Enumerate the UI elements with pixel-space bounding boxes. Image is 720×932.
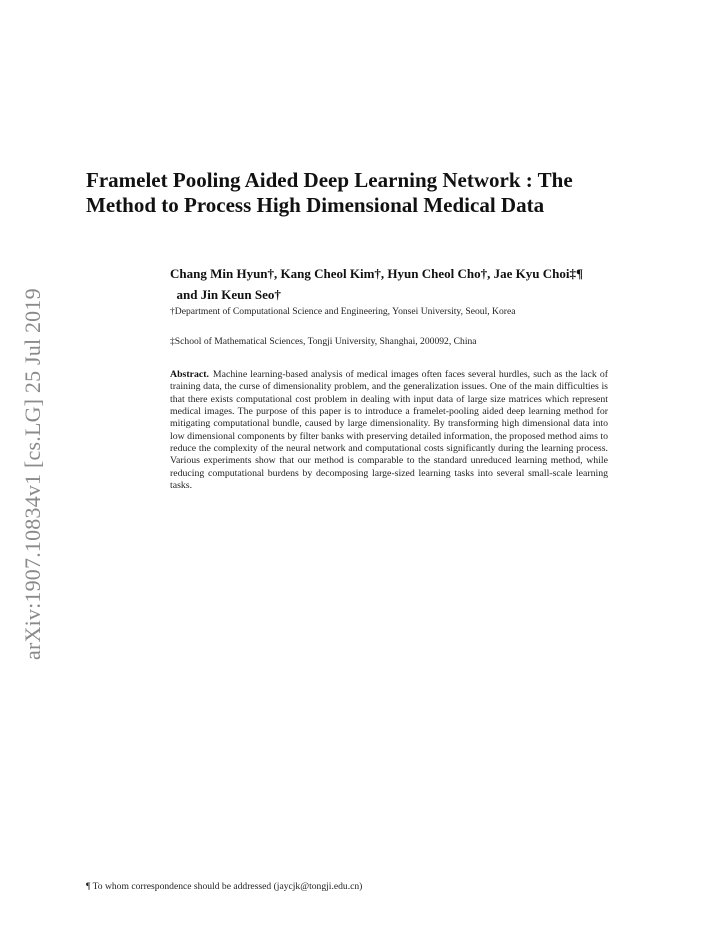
affiliation-tongji: ‡School of Mathematical Sciences, Tongji University, Shanghai, 200092, China <box>170 336 477 347</box>
abstract-section <box>170 369 608 492</box>
correspondence-footnote: ¶ To whom correspondence should be addressed (jaycjk@tongji.edu.cn) <box>86 881 363 892</box>
author-list: Chang Min Hyun†, Kang Cheol Kim†, Hyun Cheol Cho†, Jae Kyu Choi‡¶ and Jin Keun Seo† <box>170 266 583 302</box>
paper-title: Framelet Pooling Aided Deep Learning Network : The Method to Process High Dimensional Medical Data <box>86 168 573 217</box>
arxiv-identifier-stamp: arXiv:1907.10834v1 [cs.LG] 25 Jul 2019 <box>20 288 45 660</box>
abstract-body: Machine learning-based analysis of medical images often faces several hurdles, such as the lack of training data, the curse of dimensionality problem, and the generalization issues. One of the main difficulties is that there exists computational cost problem in dealing with input data of large size matrices which represent medical images. The purpose of this paper is to introduce a framelet-pooling aided deep learning method for mitigating computational bundle, caused by large dimensionality. By transforming high dimensional data into low dimensional components by filter banks with preserving detailed information, the proposed method aims to reduce the complexity of the neural network and computational costs significantly during the learning process. Various experiments show that our method is comparable to the standard unreduced learning method, while reducing computational burdens by decomposing large-sized learning tasks into several small-scale learning tasks. <box>170 369 608 492</box>
affiliation-yonsei: †Department of Computational Science and Engineering, Yonsei University, Seoul, Korea <box>170 306 516 317</box>
abstract-label: Abstract. <box>170 369 209 380</box>
